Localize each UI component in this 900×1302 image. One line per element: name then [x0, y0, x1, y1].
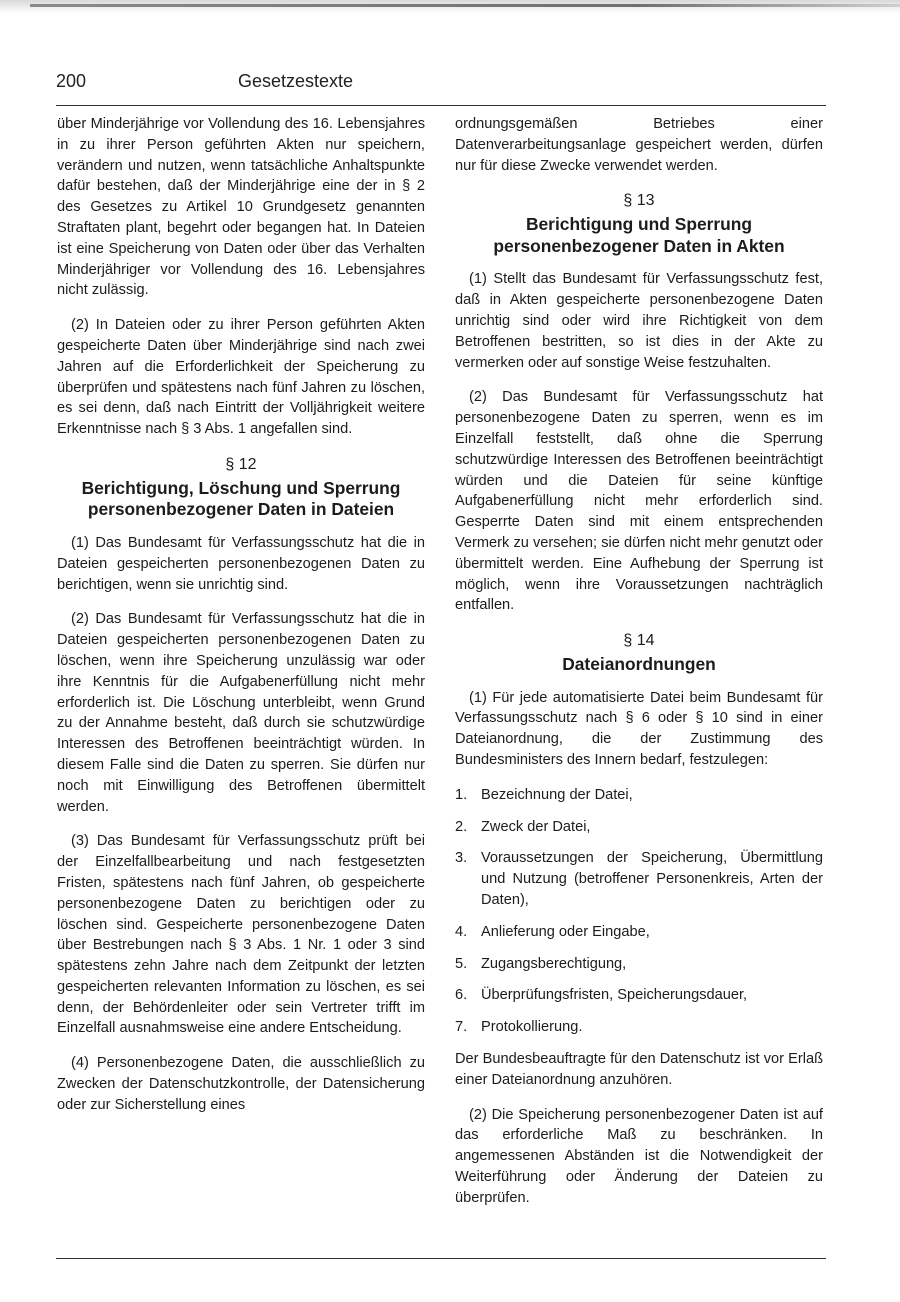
list-item-text: Anlieferung oder Eingabe,: [481, 923, 650, 940]
paragraph: Der Bundesbeauftragte für den Datenschutz ist vor Erlaß einer Dateianordnung anzuhören.: [455, 1051, 823, 1088]
list-item-number: 4.: [455, 923, 468, 940]
section-heading-12: [57, 454, 425, 521]
right-column: [455, 114, 823, 1223]
list-item-text: Zugangsberechtigung,: [481, 955, 627, 972]
list-item-number: 3.: [455, 850, 468, 867]
scan-line: [30, 4, 900, 7]
list-item-text: Überprüfungsfristen, Speicherungsdauer,: [481, 987, 748, 1004]
paragraph: (1) Das Bundesamt für Verfassungsschutz hat die in Dateien gespeicherten personenbezogenen Daten zu berichtigen, wenn sie unrichtig sind.: [57, 534, 425, 593]
section-number: § 14: [623, 632, 655, 650]
list-item-number: 5.: [455, 955, 468, 972]
header-rule: [56, 105, 826, 106]
list-item-text: Voraussetzungen der Speicherung, Übermittlung und Nutzung (betroffener Personenkreis, Arten der Daten),: [481, 850, 823, 909]
list-item: [455, 817, 823, 838]
section-title: Dateianordnungen: [562, 654, 716, 675]
list-item: [455, 954, 823, 975]
page-number: 200: [56, 71, 87, 91]
footer-rule: [56, 1258, 826, 1259]
scan-edge: [0, 0, 900, 14]
list-item-number: 7.: [455, 1019, 468, 1036]
list-item-number: 6.: [455, 987, 468, 1004]
paragraph: (1) Stellt das Bundesamt für Verfassungsschutz fest, daß in Akten gespeicherte personenbezogene Daten unrichtig sind oder wird ihre Richtigkeit von dem Betroffenen bestritten, so ist dies in der Akte zu vermerken oder auf sonstige Weise festzuhalten.: [455, 271, 823, 371]
paragraph: über Minderjährige vor Vollendung des 16. Lebensjahres in zu ihrer Person geführten Akten nur speichern, verändern und nutzen, wenn tatsächliche Anhaltspunkte dafür bestehen, daß der Minderjährige eine der in § 2 des Gesetzes zu Artikel 10 Grundgesetz genannten Straftaten plant, begehrt oder begangen hat. In Dateien ist eine Speicherung von Daten oder über das Verhalten Minderjähriger vor Vollendung des 16. Lebensjahres nicht zulässig.: [57, 116, 425, 299]
list-item: [455, 922, 823, 943]
paragraph: (2) In Dateien oder zu ihrer Person geführten Akten gespeicherte Daten über Minderjährige sind nach zwei Jahren auf die Erforderlichkeit der Speicherung zu überprüfen und spätestens nach fünf Jahren zu löschen, es sei denn, daß nach Eintritt der Volljährigkeit weitere Erkenntnisse nach § 3 Abs. 1 angefallen sind.: [57, 317, 425, 438]
paragraph: ordnungsgemäßen Betriebes einer Datenverarbeitungsanlage gespeichert werden, dürfen nur für diese Zwecke verwendet werden.: [455, 116, 823, 174]
paragraph: (2) Die Speicherung personenbezogener Daten ist auf das erforderliche Maß zu beschränken. In angemessenen Abständen ist die Notwendigkeit der Weiterführung oder Änderung der Dateien zu überprüfen.: [455, 1106, 823, 1206]
list-item-text: Protokollierung.: [481, 1019, 583, 1036]
list-item: [455, 785, 823, 806]
list-item-number: 1.: [455, 786, 468, 803]
numbered-list: [455, 785, 823, 1038]
list-item-text: Zweck der Datei,: [481, 818, 591, 835]
left-column: [57, 114, 425, 1130]
running-title: Gesetzestexte: [238, 71, 354, 91]
section-number: § 12: [225, 455, 257, 473]
paragraph: (2) Das Bundesamt für Verfassungsschutz hat personenbezogene Daten zu sperren, wenn es im Einzelfall feststellt, daß ohne die Sperrung schutzwürdige Interessen des Betroffenen beeinträchtigt würden und die Dateien für seine künftige Aufgabenerfüllung nicht mehr erforderlich sind. Gesperrte Daten sind mit einem entsprechenden Vermerk zu versehen; sie dürfen nicht mehr genutzt oder übermittelt werden. Eine Aufhebung der Sperrung ist möglich, wenn ihre Voraussetzungen nachträglich entfallen.: [455, 389, 823, 614]
list-item-number: 2.: [455, 818, 468, 835]
section-number: § 13: [623, 192, 655, 210]
list-item: [455, 985, 823, 1006]
paragraph: (4) Personenbezogene Daten, die ausschließlich zu Zwecken der Datenschutzkontrolle, der Datensicherung oder zur Sicherstellung eines: [57, 1055, 425, 1113]
section-heading-13: [455, 190, 823, 257]
paragraph: (1) Für jede automatisierte Datei beim Bundesamt für Verfassungsschutz nach § 6 oder § 10 sind in einer Dateianordnung, die der Zustimmung des Bundesministers des Innern bedarf, festzulegen:: [455, 689, 823, 769]
paragraph: (3) Das Bundesamt für Verfassungsschutz prüft bei der Einzelfallbearbeitung und nach festgesetzten Fristen, spätestens nach fünf Jahren, ob gespeicherte personenbezogene Daten zu berichtigen oder zu löschen sind. Gespeicherte personenbezogene Daten über Bestrebungen nach § 3 Abs. 1 Nr. 1 oder 3 sind spätestens zehn Jahre nach dem Zeitpunkt der letzten gespeicherten relevanten Information zu löschen, es sei denn, der Behördenleiter oder sein Vertreter trifft im Einzelfall ausnahmsweise eine andere Entscheidung.: [57, 833, 425, 1037]
paragraph: (2) Das Bundesamt für Verfassungsschutz hat die in Dateien gespeicherten personenbezogenen Daten zu löschen, wenn ihre Speicherung unzulässig war oder ihre Kenntnis für die Aufgabenerfüllung nicht mehr erforderlich ist. Die Löschung unterbleibt, wenn Grund zu der Annahme besteht, daß durch sie schutzwürdige Interessen des Betroffenen beeinträchtigt würden. In diesem Falle sind die Daten zu sperren. Sie dürfen nur noch mit Einwilligung des Betroffenen übermittelt werden.: [57, 611, 425, 815]
list-item: [455, 848, 823, 910]
section-heading-14: [455, 630, 823, 676]
section-title: Berichtigung, Löschung und Sperrung personenbezogener Daten in Dateien: [81, 477, 401, 520]
section-title: Berichtigung und Sperrung personenbezogener Daten in Akten: [493, 214, 785, 256]
list-item: [455, 1017, 823, 1038]
list-item-text: Bezeichnung der Datei,: [481, 786, 633, 803]
page-header: [56, 71, 826, 101]
